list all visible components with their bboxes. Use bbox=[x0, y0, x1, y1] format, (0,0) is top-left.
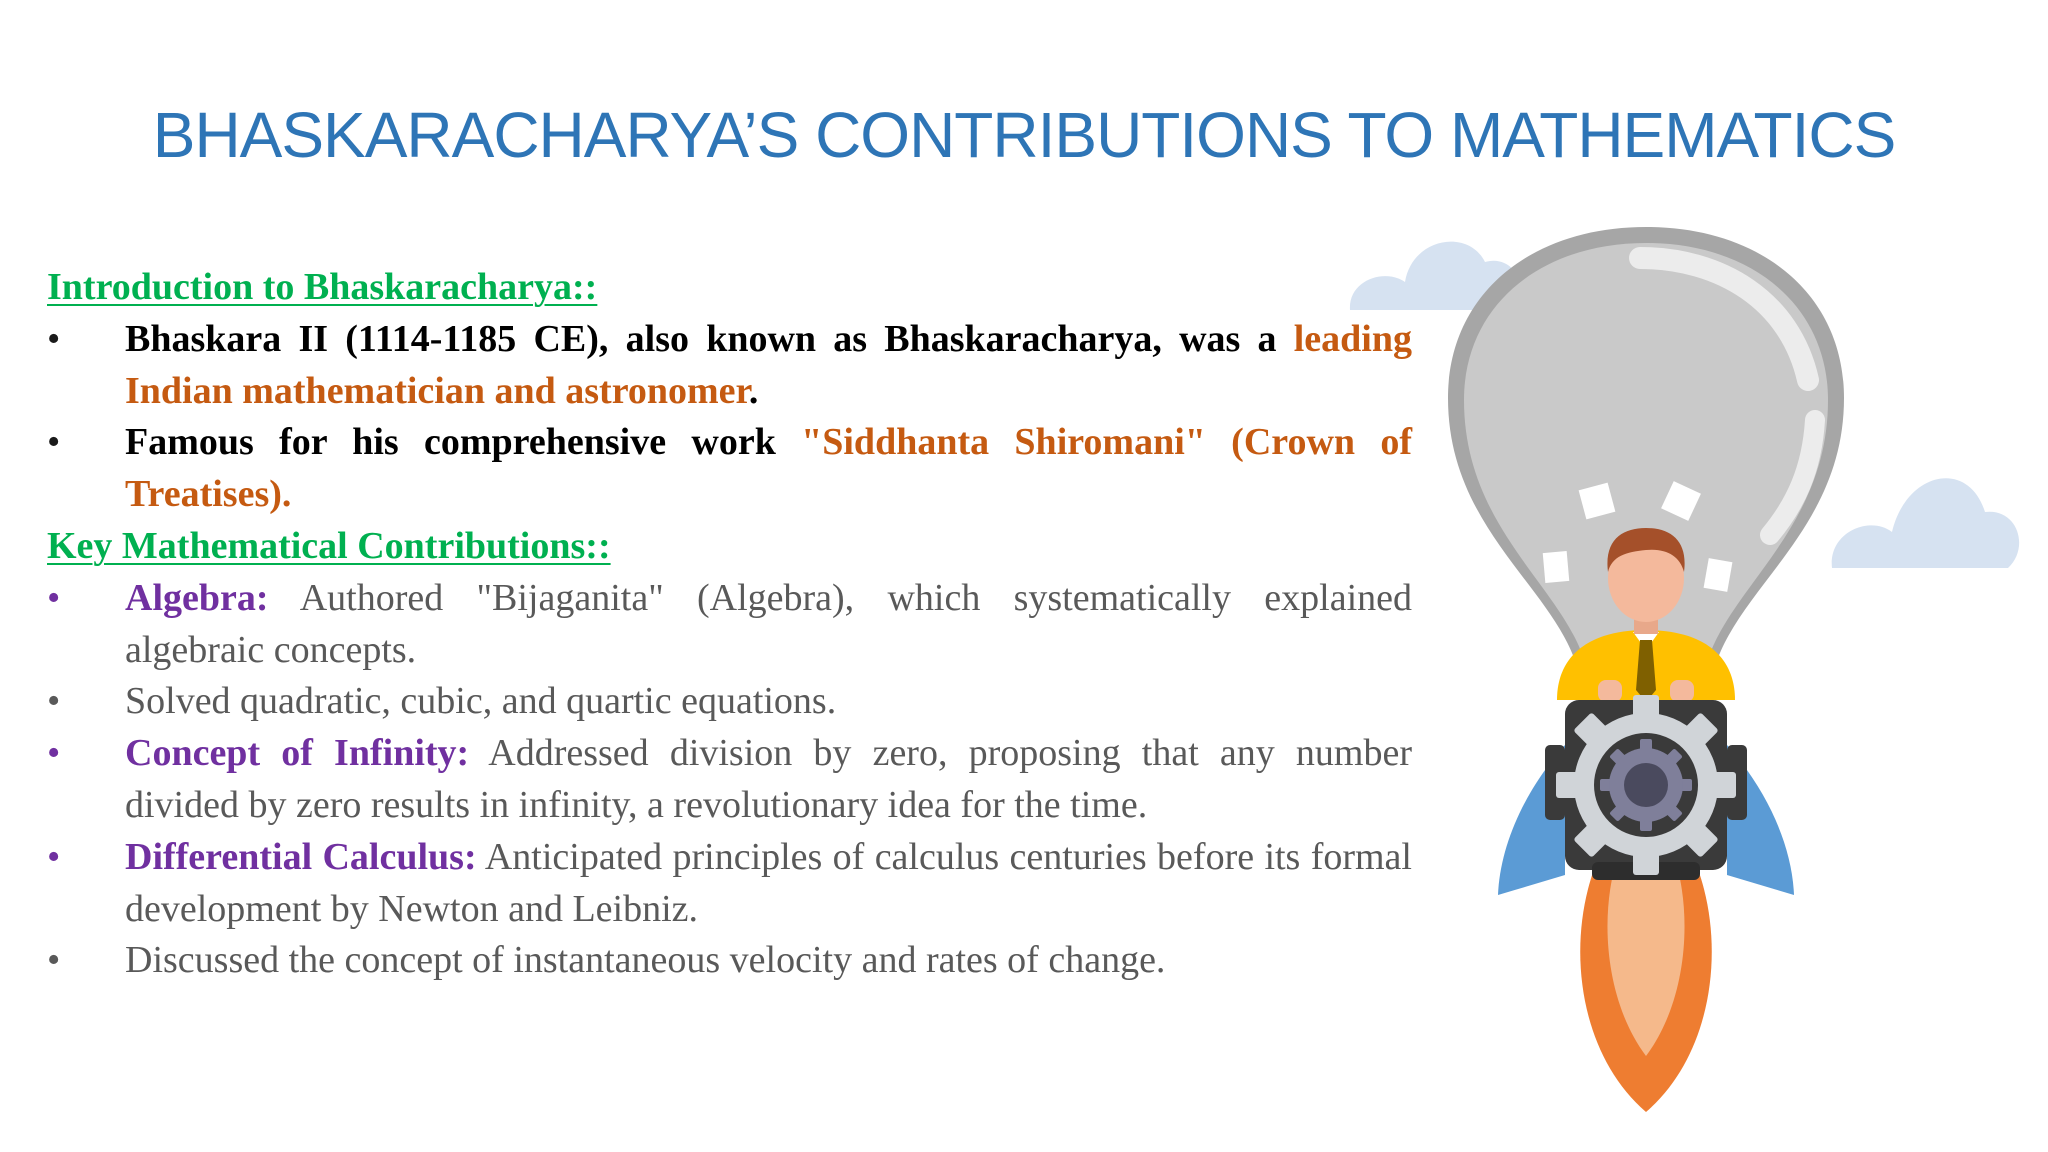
bullet-icon: • bbox=[47, 680, 61, 723]
work-highlight: "Siddhanta Shiromani" (Crown of Treatises). bbox=[125, 421, 1412, 516]
list-item-velocity bbox=[47, 935, 1412, 987]
velocity-text: Discussed the concept of instantaneous velocity and rates of change. bbox=[125, 939, 1166, 982]
list-item-infinity bbox=[47, 728, 1412, 832]
page-title: BHASKARACHARYA’S CONTRIBUTIONS TO MATHEMATICS bbox=[152, 99, 1896, 171]
list-item-bio bbox=[47, 314, 1412, 418]
calculus-label: Differential Calculus: bbox=[125, 835, 477, 878]
bio-highlight: leading Indian mathematician and astronomer bbox=[125, 317, 1412, 412]
work-text: Famous for his comprehensive work bbox=[125, 421, 802, 464]
bullet-icon: • bbox=[47, 421, 61, 464]
equations-text: Solved quadratic, cubic, and quartic equations. bbox=[125, 680, 837, 723]
cloud-icon bbox=[1832, 478, 2019, 568]
bio-text: Bhaskara II (1114-1185 CE), also known as Bhaskaracharya, was a bbox=[125, 317, 1294, 360]
calculus-text: Anticipated principles of calculus centuries before its formal development by Newton and Leibniz. bbox=[125, 835, 1412, 930]
bullet-icon: • bbox=[47, 317, 61, 360]
gear-icon bbox=[1556, 695, 1736, 875]
rocket-flame-icon bbox=[1580, 850, 1712, 1112]
bullet-icon: • bbox=[47, 939, 61, 982]
intro-heading: Introduction to Bhaskaracharya:: bbox=[47, 266, 598, 308]
algebra-label: Algebra: bbox=[125, 576, 269, 619]
list-item-equations bbox=[47, 676, 1412, 728]
algebra-text: Authored "Bijaganita" (Algebra), which systematically explained algebraic concepts. bbox=[125, 576, 1412, 671]
bullet-icon: • bbox=[47, 576, 61, 619]
list-item-algebra bbox=[47, 573, 1412, 677]
slide-content bbox=[47, 262, 1412, 987]
list-item-work bbox=[47, 417, 1412, 521]
lightbulb-rocket-illustration bbox=[1240, 200, 2048, 1152]
bio-end: . bbox=[748, 369, 759, 412]
infinity-text: Addressed division by zero, proposing that any number divided by zero results in infinity, a revolutionary idea for the time. bbox=[125, 732, 1412, 826]
bullet-icon: • bbox=[47, 835, 61, 878]
contributions-heading: Key Mathematical Contributions:: bbox=[47, 524, 611, 567]
infinity-label: Concept of Infinity: bbox=[125, 732, 470, 775]
list-item-calculus bbox=[47, 832, 1412, 936]
bullet-icon: • bbox=[47, 732, 61, 775]
